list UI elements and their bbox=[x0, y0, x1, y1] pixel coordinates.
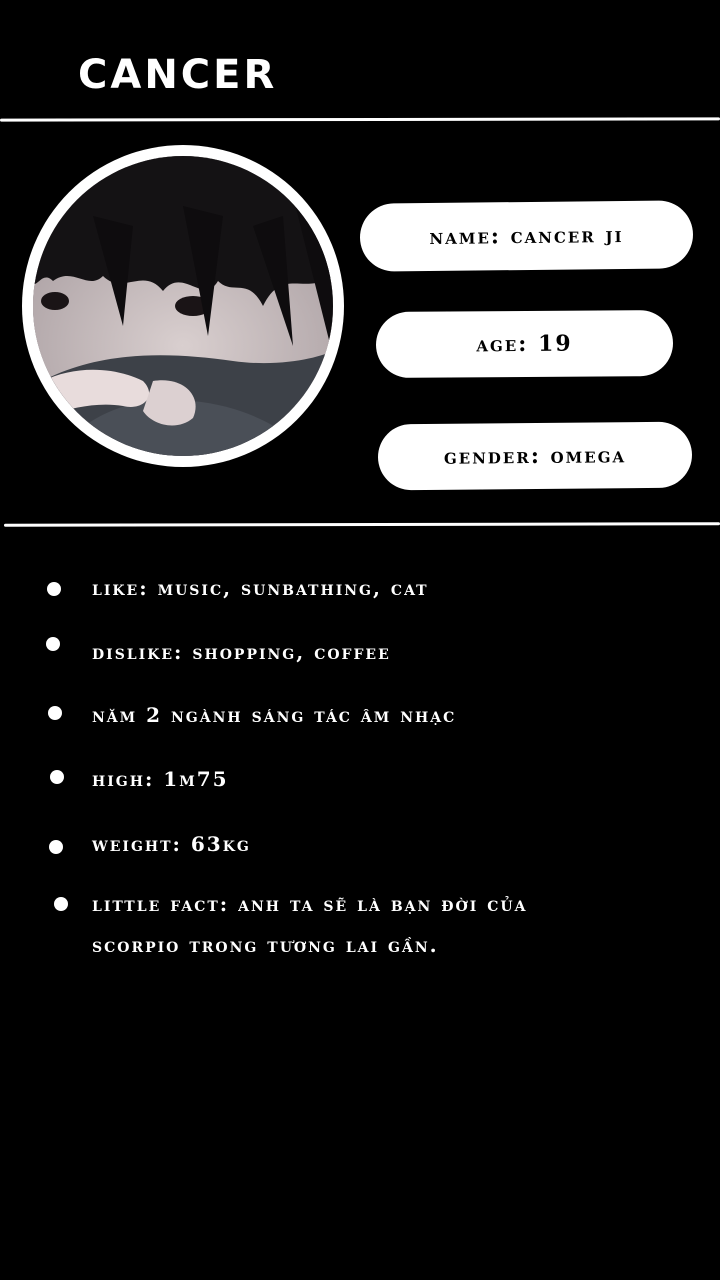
fact-height: high: 1m75 bbox=[92, 767, 229, 791]
avatar-photo bbox=[33, 156, 333, 456]
age-pill: age: 19 bbox=[376, 310, 673, 378]
page-title: CANCER bbox=[78, 52, 278, 98]
avatar bbox=[33, 156, 333, 456]
fact-little-fact-line2: scorpio trong tương lai gần. bbox=[92, 933, 439, 957]
top-divider bbox=[0, 117, 720, 121]
bullet-icon bbox=[54, 897, 68, 911]
fact-like: like: music, sunbathing, cat bbox=[92, 576, 429, 600]
gender-pill: gender: omega bbox=[378, 422, 693, 491]
name-pill: name: cancer ji bbox=[360, 200, 694, 271]
middle-divider bbox=[4, 522, 720, 526]
avatar-frame bbox=[22, 145, 344, 467]
bullet-icon bbox=[47, 582, 61, 596]
bullet-icon bbox=[46, 637, 60, 651]
bullet-icon bbox=[50, 770, 64, 784]
fact-study: năm 2 ngành sáng tác âm nhạc bbox=[92, 703, 457, 727]
fact-weight: weight: 63kg bbox=[92, 832, 251, 856]
fact-dislike: dislike: shopping, coffee bbox=[92, 640, 391, 664]
fact-little-fact-line1: little fact: anh ta sẽ là bạn đời của bbox=[92, 892, 528, 916]
bullet-icon bbox=[49, 840, 63, 854]
bullet-icon bbox=[48, 706, 62, 720]
